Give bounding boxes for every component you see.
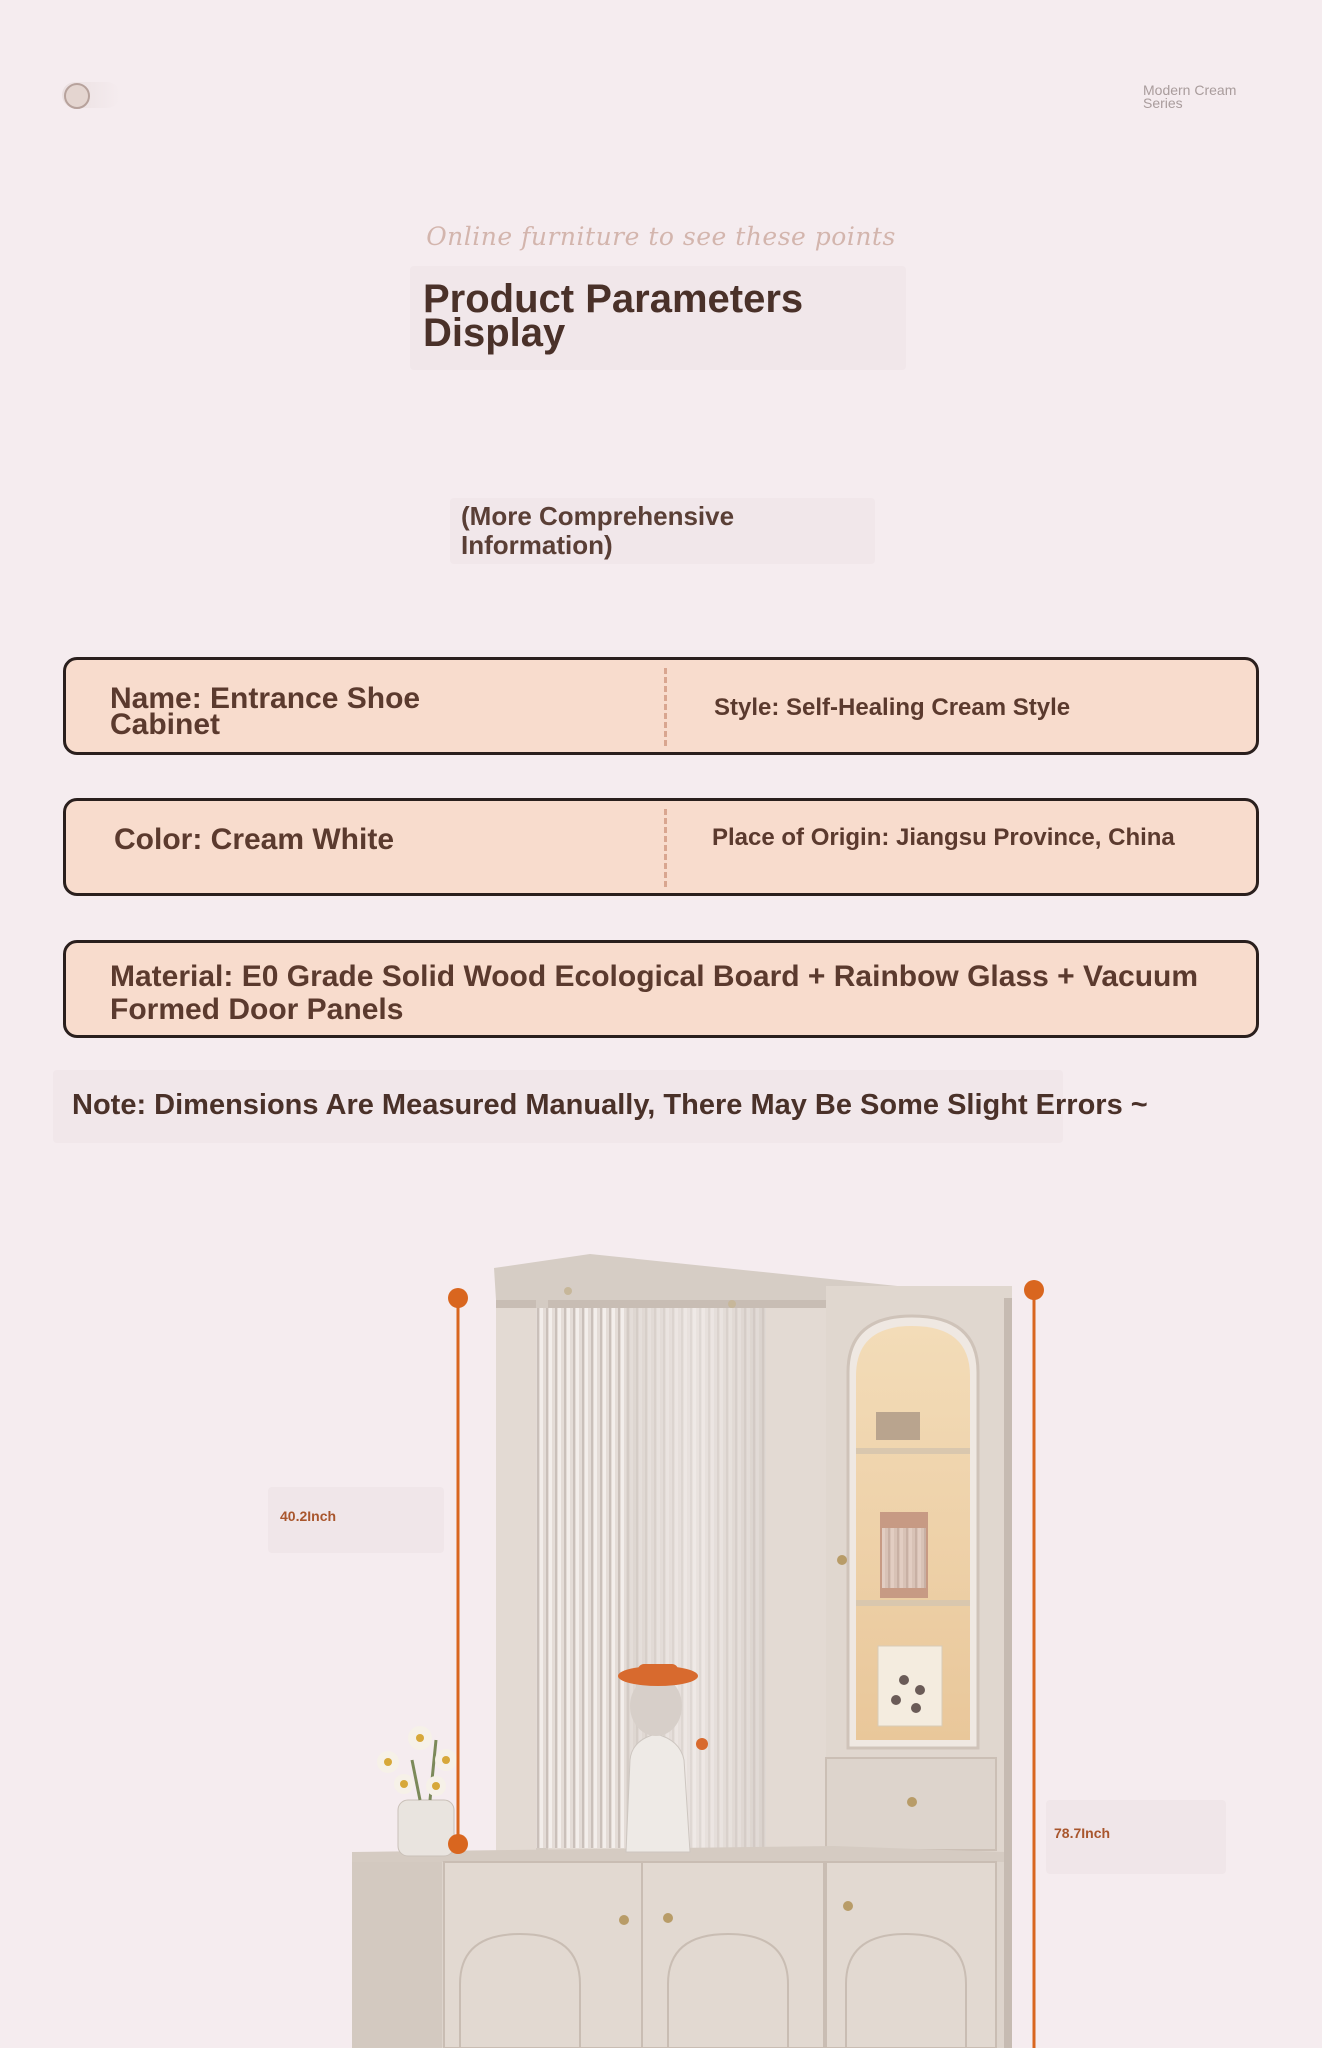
page-title: Product Parameters Display [423,277,804,355]
shelf-light [564,1287,572,1295]
dimension-line-total [1024,1280,1044,2048]
script-tagline: Online furniture to see these points [426,222,896,251]
series-label: Modern Cream Series [1143,82,1237,111]
parameter-card-name-style [63,657,1259,755]
parameter-card-color-origin [63,798,1259,896]
flower-vase [377,1726,457,1856]
name-parameter: Name: Entrance Shoe Cabinet [110,682,421,741]
card-divider [664,668,667,746]
measurement-note: Note: Dimensions Are Measured Manually, There May Be Some Slight Errors ~ [72,1089,1148,1121]
origin-parameter: Place of Origin: Jiangsu Province, China [712,824,1175,851]
style-parameter: Style: Self-Healing Cream Style [714,694,1071,721]
shoe-cabinet-illustration [0,1180,1322,2048]
drawer-knob [907,1797,917,1807]
parameter-card-material [63,940,1259,1038]
total-height-label: 78.7Inch [1054,1825,1111,1841]
color-parameter: Color: Cream White [114,823,395,856]
arched-display-door [837,1316,978,1748]
subtitle: (More Comprehensive Information) [461,501,735,560]
material-parameter: Material: E0 Grade Solid Wood Ecological Board + Rainbow Glass + Vacuum Formed Door Panels [110,960,1199,1026]
series-toggle-knob[interactable] [64,83,90,109]
shelf-light [728,1300,736,1308]
lower-cabinet [352,1862,1004,2048]
card-divider [664,809,667,887]
upper-height-label: 40.2Inch [280,1508,337,1524]
